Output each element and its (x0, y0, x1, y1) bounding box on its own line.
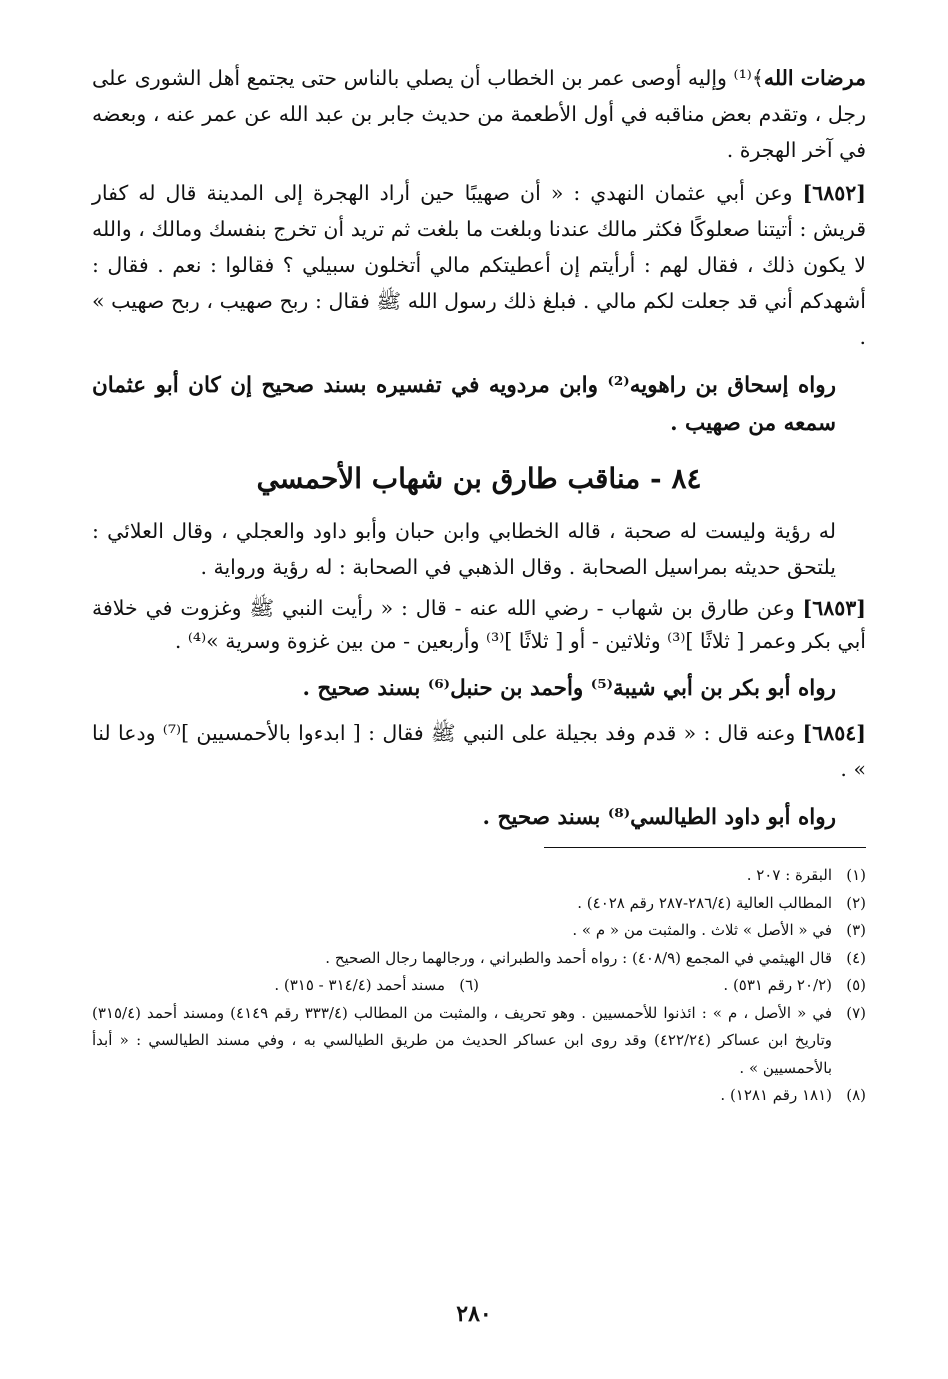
hadith-number: [٦٨٥٤] (802, 721, 866, 745)
hadith-source-6853: رواه أبو بكر بن أبي شيبة⁽⁵⁾ وأحمد بن حنبل⁽⁶⁾ بسند صحيح . (302, 676, 836, 701)
footnote-3 (92, 917, 866, 945)
quran-phrase: مرضات الله (763, 66, 867, 90)
footnote-7 (92, 1000, 866, 1083)
hadith-number: [٦٨٥٢] (802, 181, 866, 205)
footnote-text: مسند أحمد (٣١٤/٤ - ٣١٥) . (274, 976, 445, 994)
footnotes (92, 862, 866, 1110)
footnote-text: المطالب العالية (٢٨٦/٤-٢٨٧ رقم ٤٠٢٨) . (577, 893, 832, 912)
footnote-1 (92, 862, 866, 890)
footnote-6 (92, 972, 479, 1000)
paragraph-opening (92, 60, 866, 168)
hadith-number: [٦٨٥٣] (802, 596, 866, 620)
footnote-number: (٧) (846, 1003, 866, 1022)
book-page (92, 60, 866, 1339)
hadith-6853 (92, 592, 866, 658)
footnote-5 (479, 972, 866, 1000)
hadith-text: وعنه قال : « قدم وفد بجيلة على النبي ﷺ فقال : [ ابدءوا بالأحمسيين ]⁽⁷⁾ ودعا لنا » . (92, 721, 866, 781)
section-intro: له رؤية وليست له صحبة ، قاله الخطابي وابن حبان وأبو داود والعجلي ، وقال العلائي : يلتحق حديثه بمراسيل الصحابة . وقال الذهبي في الصحابة : له رؤية ورواية . (92, 519, 836, 579)
footnote-number: (٤) (846, 948, 866, 967)
hadith-text: وعن أبي عثمان النهدي : « أن صهيبًا حين أراد الهجرة إلى المدينة قال له كفار قريش : أتيتنا صعلوكًا فكثر مالك عندنا وبلغت ما بلغت ثم تريد أن تخرج بنفسك ومالك ، والله لا يكون ذلك ، فقال لهم : أرأيتم إن أعطيتكم مالي أتخلون سبيلي ؟ فقالوا : نعم . فقال : أشهدكم أني قد جعلت لكم مالي . فبلغ ذلك رسول الله ﷺ فقال : ربح صهيب ، ربح صهيب » . (92, 181, 866, 349)
footnote-text: (١٨١ رقم ١٢٨١) . (720, 1086, 832, 1104)
footnote-divider (544, 847, 866, 848)
footnote-row-5-6 (92, 972, 866, 1000)
footnote-text: في « الأصل » ثلاث . والمثبت من « م » . (572, 921, 832, 939)
footnote-4 (92, 945, 866, 973)
footnote-number: (٣) (846, 921, 866, 939)
section-heading: ٨٤ - مناقب طارق بن شهاب الأحمسي (256, 462, 702, 495)
footnote-number: (٢) (846, 893, 866, 912)
footnote-text: البقرة : ٢٠٧ . (746, 866, 832, 884)
footnote-text: قال الهيثمي في المجمع (٤٠٨/٩) : رواه أحمد والطبراني ، ورجالهما رجال الصحيح . (325, 948, 832, 967)
footnote-text: في « الأصل ، م » : ائذنوا للأحمسيين . وهو تحريف ، والمثبت من المطالب (٣٣٣/٤ رقم ٤١٤٩) ومسند أحمد (٣١٥/٤) وتاريخ ابن عساكر (٤٢٢/٢٤) وقد روى ابن عساكر الحديث من طريق الطيالسي به ، وفي مسند الطيالسي : « أبدأ بالأحمسيين » . (92, 1003, 832, 1077)
footnote-number: (٦) (459, 976, 479, 994)
paragraph-opening-text: ﴾⁽¹⁾ وإليه أوصى عمر بن الخطاب أن يصلي بالناس حتى يجتمع أهل الشورى على رجل ، وتقدم بعض مناقبه في أول الأطعمة من حديث جابر بن عبد الله عن عمر عنه ، وبعضه في آخر الهجرة . (92, 66, 866, 162)
hadith-source-6852: رواه إسحاق بن راهويه⁽²⁾ وابن مردويه في تفسيره بسند صحيح إن كان أبو عثمان سمعه من صهيب . (92, 373, 837, 436)
footnote-number: (١) (846, 866, 866, 884)
hadith-source-6854: رواه أبو داود الطيالسي⁽⁸⁾ بسند صحيح . (482, 805, 836, 830)
footnote-number: (٥) (846, 976, 866, 994)
footnote-2 (92, 890, 866, 918)
hadith-6852 (92, 175, 866, 355)
footnote-text: (٢٠/٢ رقم ٥٣١) . (723, 976, 832, 994)
footnote-8 (92, 1082, 866, 1110)
hadith-6854 (92, 715, 866, 787)
hadith-text: وعن طارق بن شهاب - رضي الله عنه - قال : « رأيت النبي ﷺ وغزوت في خلافة أبي بكر وعمر [ ثلاثًا ]⁽³⁾ وثلاثين - أو [ ثلاثًا ]⁽³⁾ وأربعين - من بين غزوة وسرية »⁽⁴⁾ . (92, 596, 866, 653)
page-number: ٢٨٠ (456, 1301, 492, 1327)
footnote-number: (٨) (846, 1086, 866, 1104)
